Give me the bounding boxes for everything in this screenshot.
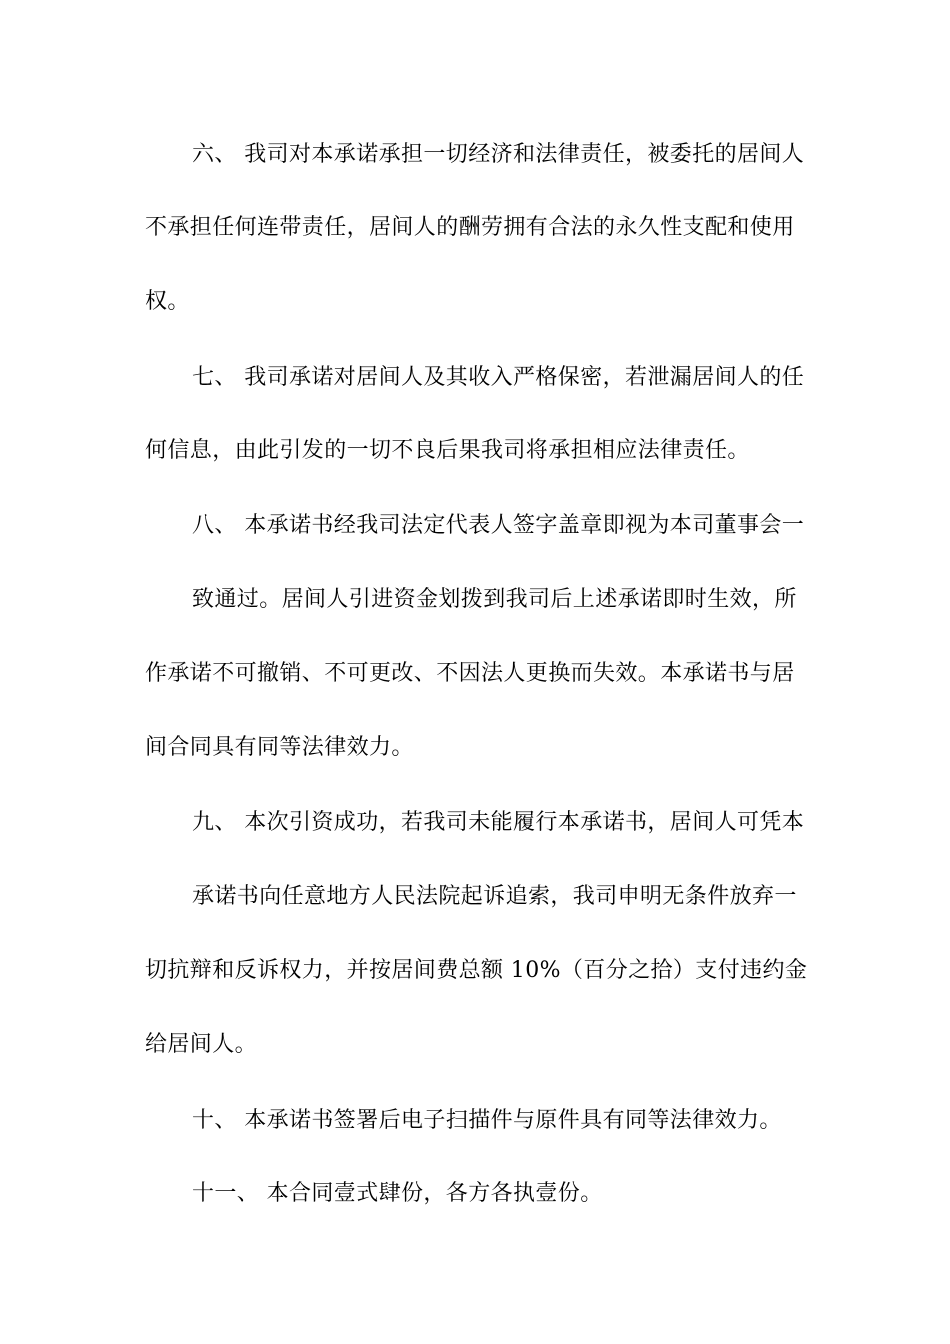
- clause-11-line-1: 十一、 本合同壹式肆份，各方各执壹份。: [192, 1181, 603, 1206]
- clause-8-line-4: 间合同具有同等法律效力。: [145, 735, 414, 760]
- clause-10-line-1: 十、 本承诺书签署后电子扫描件与原件具有同等法律效力。: [192, 1108, 782, 1133]
- clause-7-line-1: 七、 我司承诺对居间人及其收入严格保密，若泄漏居间人的任: [192, 365, 805, 390]
- clause-6-line-1: 六、 我司对本承诺承担一切经济和法律责任，被委托的居间人: [192, 142, 805, 167]
- clause-8-line-1: 八、 本承诺书经我司法定代表人签字盖章即视为本司董事会一: [192, 513, 805, 538]
- clause-6-line-3: 权。: [145, 289, 190, 314]
- clause-9-line-3: 切抗辩和反诉权力，并按居间费总额 10%（百分之拾）支付违约金: [145, 958, 808, 983]
- clause-8-line-2: 致通过。居间人引进资金划拨到我司后上述承诺即时生效，所: [192, 587, 797, 612]
- clause-8-line-3: 作承诺不可撤销、不可更改、不因法人更换而失效。本承诺书与居: [145, 661, 795, 686]
- clause-9-line-4: 给居间人。: [145, 1032, 258, 1057]
- clause-7-line-2: 何信息，由此引发的一切不良后果我司将承担相应法律责任。: [145, 438, 750, 463]
- clause-9-line-2: 承诺书向任意地方人民法院起诉追索，我司申明无条件放弃一: [192, 884, 797, 909]
- clause-6-line-2: 不承担任何连带责任，居间人的酬劳拥有合法的永久性支配和使用: [145, 215, 795, 240]
- clause-9-line-1: 九、 本次引资成功，若我司未能履行本承诺书，居间人可凭本: [192, 810, 805, 835]
